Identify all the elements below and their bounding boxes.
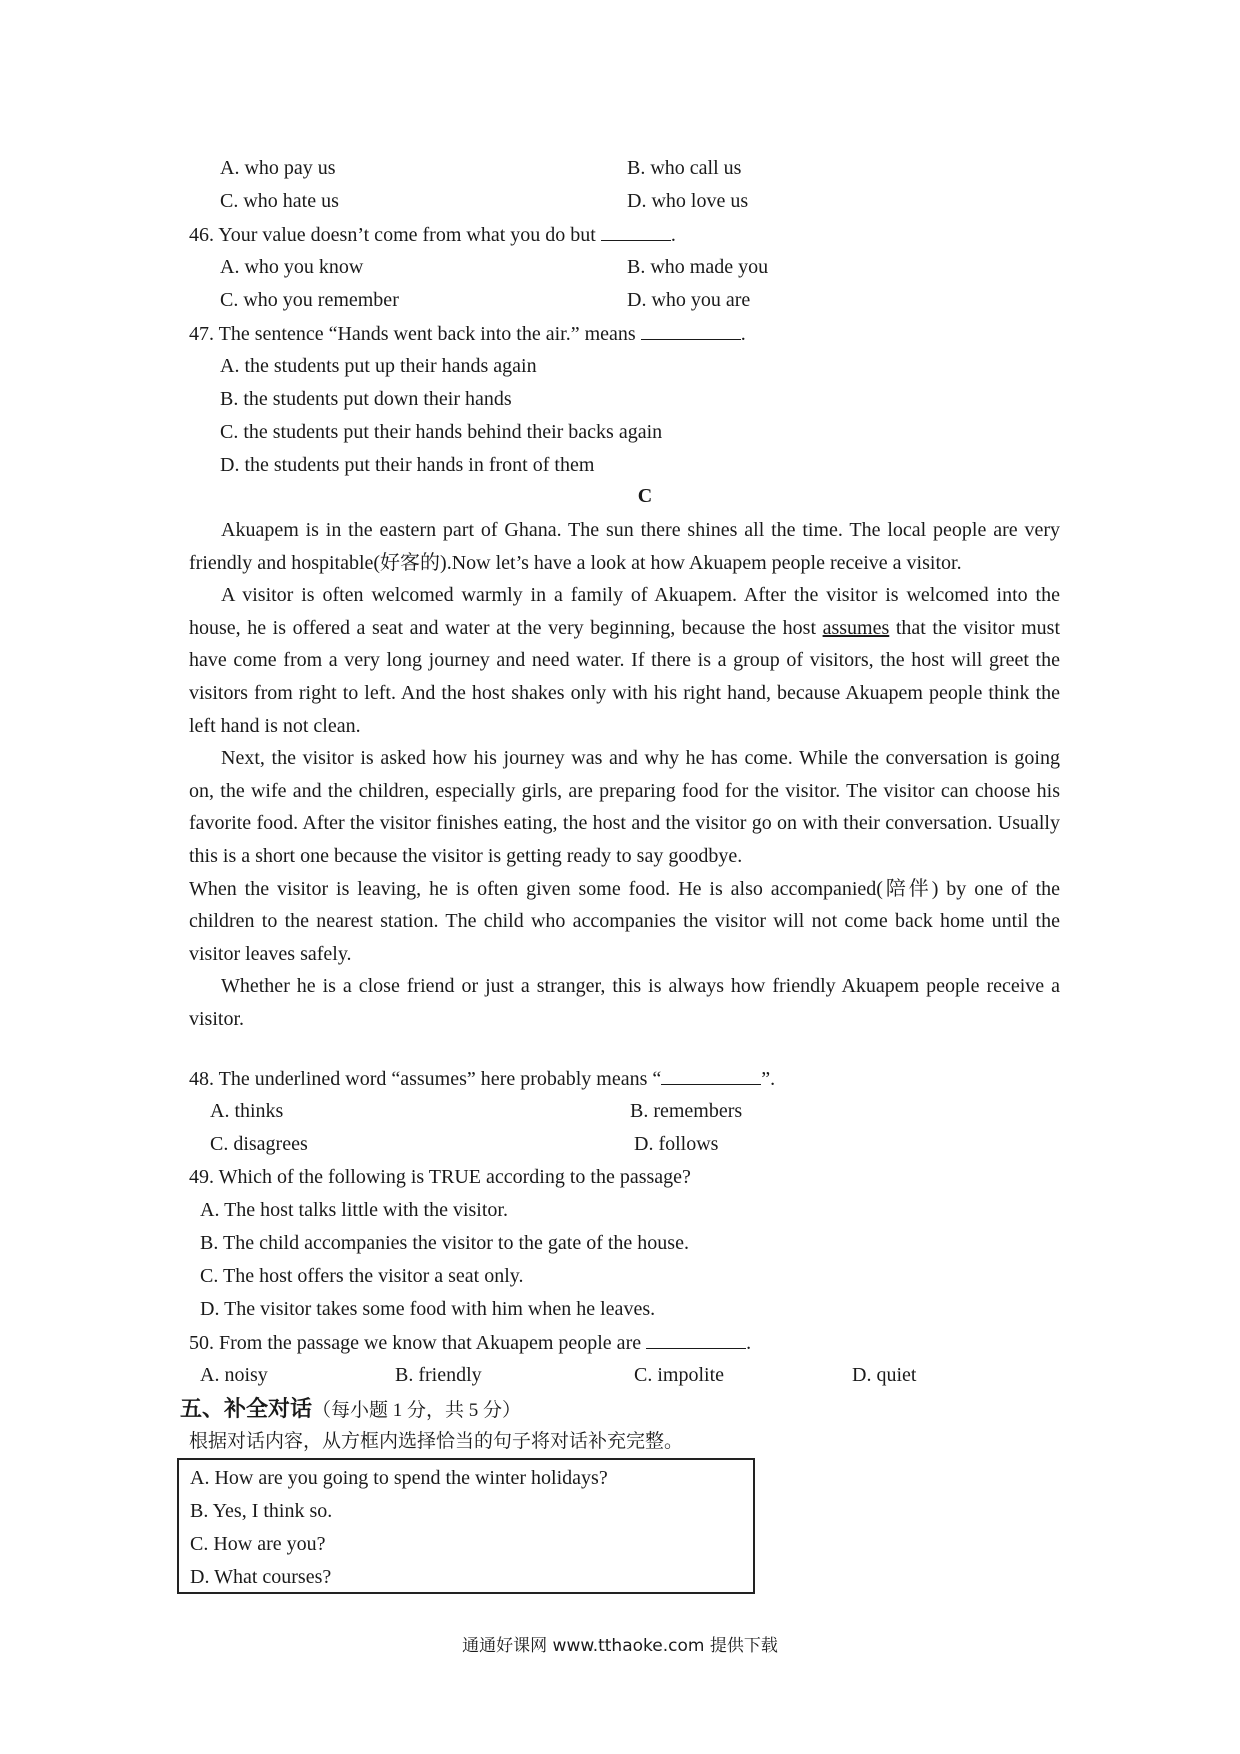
section-5-title: [180, 1395, 521, 1425]
q46-option-d: D. who you are: [627, 289, 751, 311]
q46-answer-blank[interactable]: [601, 222, 671, 241]
q46-stem-text: 46. Your value doesn’t come from what you do but: [189, 224, 596, 246]
q50-stem-text: 50. From the passage we know that Akuapem people are: [189, 1332, 642, 1354]
q45-option-d: D. who love us: [627, 190, 749, 212]
q48-option-d: D. follows: [634, 1133, 719, 1155]
q45-option-c: C. who hate us: [220, 190, 339, 212]
dialogue-option-b: B. Yes, I think so.: [190, 1500, 333, 1522]
q46-option-c: C. who you remember: [220, 289, 399, 311]
q50-answer-blank[interactable]: [646, 1330, 746, 1349]
passage-c-heading: C: [637, 485, 653, 507]
q47-option-d: D. the students put their hands in front of them: [220, 454, 595, 476]
underlined-word-assumes: assumes: [822, 616, 890, 639]
q50-option-c: C. impolite: [634, 1364, 724, 1386]
dialogue-options-box: [177, 1458, 755, 1594]
page-footer: 通通好课网 www.tthaoke.com 提供下载: [462, 1636, 778, 1656]
q48-option-a: A. thinks: [210, 1100, 284, 1122]
dialogue-option-c: C. How are you?: [190, 1533, 326, 1555]
q46-stem: 46. Your value doesn’t come from what you do but .: [189, 224, 676, 246]
q47-option-c: C. the students put their hands behind their backs again: [220, 421, 663, 443]
q50-option-d: D. quiet: [852, 1364, 917, 1386]
q49-option-b: B. The child accompanies the visitor to the gate of the house.: [200, 1232, 689, 1254]
passage-c-paragraph-5: Whether he is a close friend or just a stranger, this is always how friendly Akuapem people receive a visitor.: [189, 975, 1060, 1030]
q49-option-a: A. The host talks little with the visitor.: [200, 1199, 508, 1221]
q48-stem-end: ”.: [761, 1068, 776, 1090]
q48-answer-blank[interactable]: [661, 1066, 761, 1085]
q48-option-c: C. disagrees: [210, 1133, 308, 1155]
q50-option-b: B. friendly: [395, 1364, 482, 1386]
paragraph-2-before: A visitor is often welcomed warmly in a family of Akuapem. After the visitor is welcomed into the house, he is offered a seat and water at the very beginning, because the host: [189, 584, 1060, 639]
q48-stem: [189, 1066, 775, 1091]
q47-stem: 47. The sentence “Hands went back into the air.” means .: [189, 323, 746, 345]
q47-answer-blank[interactable]: [641, 321, 741, 340]
passage-c-paragraph-4: When the visitor is leaving, he is often given some food. He is also accompanied(陪伴) by one of the children to the nearest station. The child who accompanies the visitor will not come back home until the visitor leaves safely.: [189, 877, 1060, 965]
section-5-heading: 五、补全对话: [180, 1397, 313, 1422]
q50-option-a: A. noisy: [200, 1364, 268, 1386]
dialogue-option-a: A. How are you going to spend the winter holidays?: [190, 1467, 608, 1489]
passage-c-body: [189, 514, 1060, 1036]
dialogue-option-d: D. What courses?: [190, 1566, 332, 1588]
q50-stem: 50. From the passage we know that Akuapem people are .: [189, 1332, 752, 1354]
passage-c-paragraph-2: [189, 579, 1060, 742]
q47-option-a: A. the students put up their hands again: [220, 355, 537, 377]
q45-option-b: B. who call us: [627, 157, 742, 179]
q48-stem-text: 48. The underlined word “assumes” here probably means “: [189, 1068, 662, 1090]
section-5-score-note: （每小题 1 分，共 5 分）: [312, 1400, 522, 1421]
paragraph-2-after: that the visitor must have come from a very long journey and need water. If there is a group of visitors, the host will greet the visitors from right to left. And the host shakes only with his right hand, because Akuapem people think the left hand is not clean.: [189, 616, 1060, 737]
q49-option-d: D. The visitor takes some food with him when he leaves.: [200, 1298, 656, 1320]
q48-option-b: B. remembers: [630, 1100, 743, 1122]
section-5-instruction: 根据对话内容，从方框内选择恰当的句子将对话补充完整。: [189, 1430, 684, 1452]
q47-stem-text: 47. The sentence “Hands went back into the air.” means: [189, 323, 636, 345]
q45-option-a: A. who pay us: [220, 157, 336, 179]
passage-c-paragraph-3: Next, the visitor is asked how his journey was and why he has come. While the conversation is going on, the wife and the children, especially girls, are preparing food for the visitor. The visitor can choose his favorite food. After the visitor finishes eating, the host and the visitor go on with their conversation. Usually this is a short one because the visitor is getting ready to say goodbye.: [189, 747, 1060, 867]
q46-option-a: A. who you know: [220, 256, 364, 278]
q47-option-b: B. the students put down their hands: [220, 388, 512, 410]
q49-option-c: C. The host offers the visitor a seat only.: [200, 1265, 524, 1287]
passage-c-paragraph-1: Akuapem is in the eastern part of Ghana. The sun there shines all the time. The local people are very friendly and hospitable(好客的).Now let’s have a look at how Akuapem people receive a visitor.: [189, 519, 1060, 574]
q46-option-b: B. who made you: [627, 256, 769, 278]
q49-stem: 49. Which of the following is TRUE according to the passage?: [189, 1166, 691, 1188]
